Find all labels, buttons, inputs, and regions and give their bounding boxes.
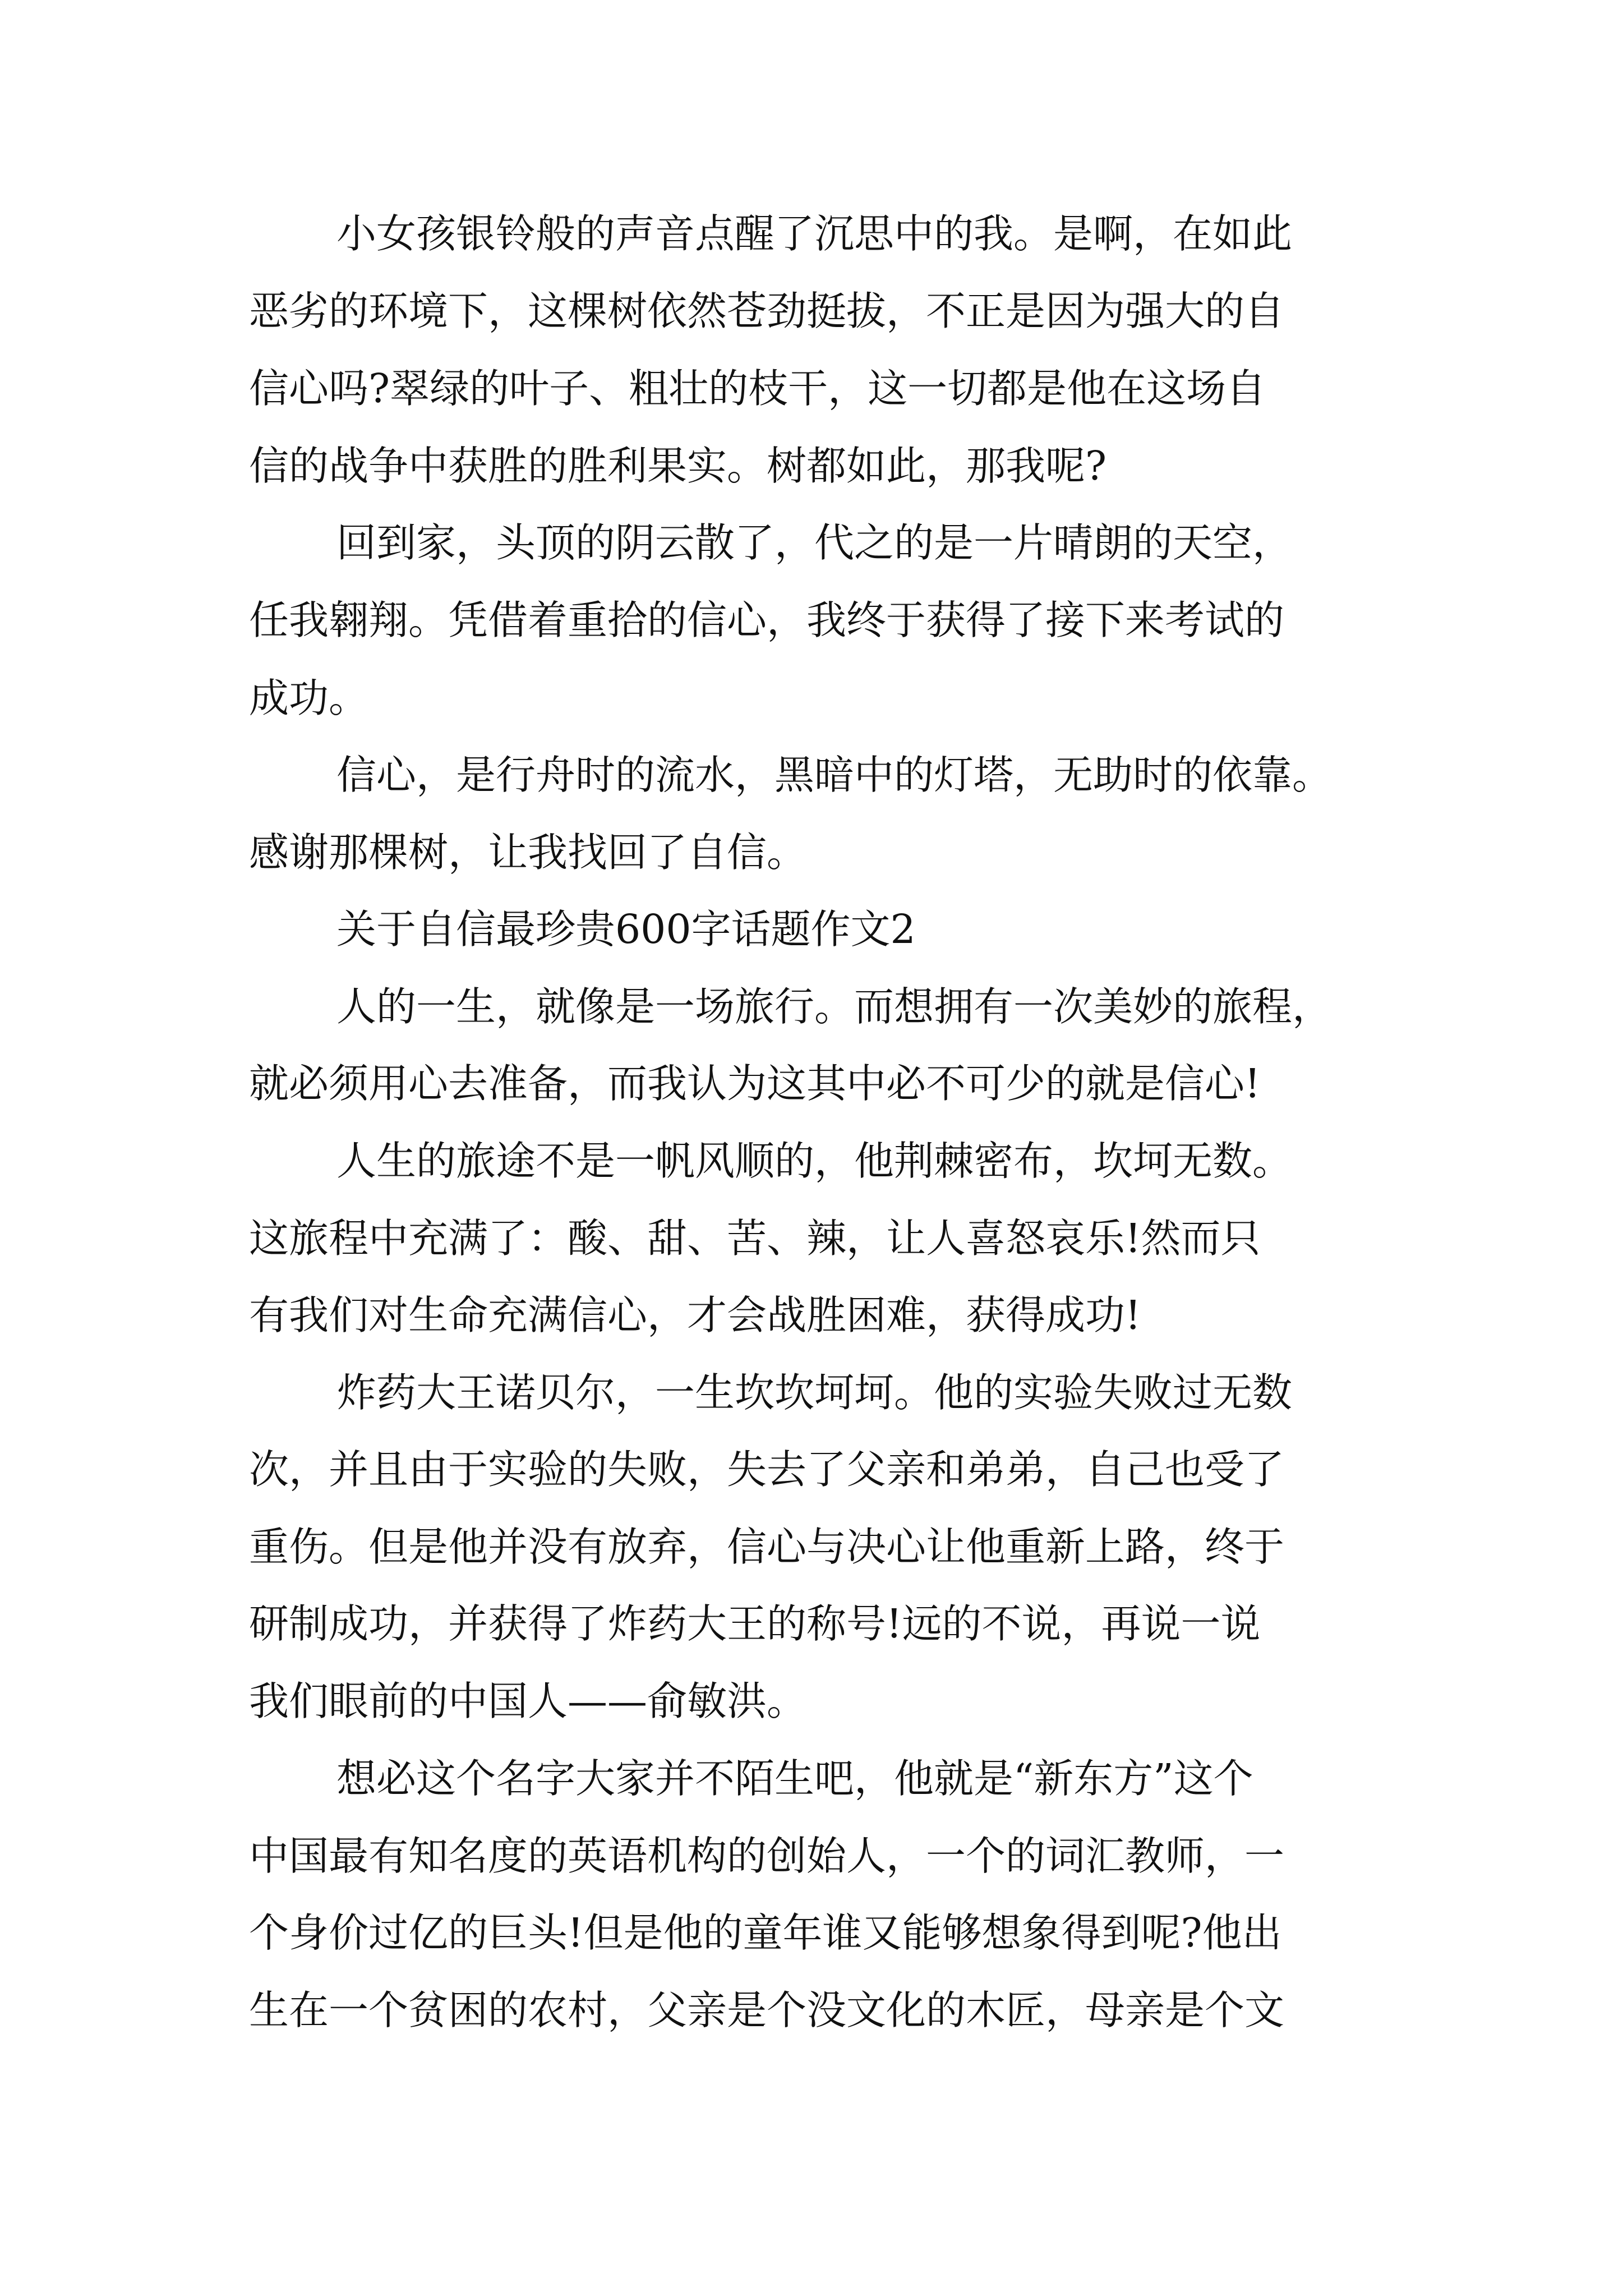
text-line: 研制成功，并获得了炸药大王的称号!远的不说，再说一说	[249, 1600, 1261, 1647]
text-line: 信心吗?翠绿的叶子、粗壮的枝干，这一切都是他在这场自	[249, 365, 1266, 412]
text-line: 回到家，头顶的阴云散了，代之的是一片晴朗的天空，	[336, 519, 1293, 566]
text-line: 成功。	[249, 675, 369, 721]
section-heading: 关于自信最珍贵600字话题作文2	[336, 906, 916, 953]
text-line: 就必须用心去准备，而我认为这其中必不可少的就是信心!	[249, 1060, 1261, 1107]
text-line: 生在一个贫困的农村，父亲是个没文化的木匠，母亲是个文	[249, 1987, 1285, 2033]
text-line: 小女孩银铃般的声音点醒了沉思中的我。是啊，在如此	[336, 210, 1293, 257]
text-line: 这旅程中充满了：酸、甜、苦、辣，让人喜怒哀乐!然而只	[249, 1215, 1261, 1262]
text-line: 个身价过亿的巨头!但是他的童年谁又能够想象得到呢?他出	[249, 1910, 1282, 1956]
text-line: 任我翱翔。凭借着重拾的信心，我终于获得了接下来考试的	[249, 597, 1285, 643]
text-line: 信心，是行舟时的流水，黑暗中的灯塔，无助时的依靠。	[336, 752, 1332, 798]
text-line: 感谢那棵树，让我找回了自信。	[249, 829, 807, 876]
text-line: 信的战争中获胜的胜利果实。树都如此，那我呢?	[249, 443, 1107, 489]
text-line: 次，并且由于实验的失败，失去了父亲和弟弟，自己也受了	[249, 1446, 1285, 1493]
text-line: 恶劣的环境下，这棵树依然苍劲挺拔，不正是因为强大的自	[249, 288, 1285, 334]
text-line: 我们眼前的中国人——俞敏洪。	[249, 1678, 807, 1724]
text-line: 炸药大王诺贝尔，一生坎坎坷坷。他的实验失败过无数	[336, 1369, 1293, 1416]
text-line: 重伤。但是他并没有放弃，信心与决心让他重新上路，终于	[249, 1524, 1285, 1570]
text-line: 中国最有知名度的英语机构的创始人，一个的词汇教师，一	[249, 1833, 1285, 1879]
text-line: 人的一生，就像是一场旅行。而想拥有一次美妙的旅程，	[336, 983, 1332, 1030]
text-line: 有我们对生命充满信心，才会战胜困难，获得成功!	[249, 1292, 1141, 1338]
text-line: 人生的旅途不是一帆风顺的，他荆棘密布，坎坷无数。	[336, 1138, 1293, 1184]
text-line: 想必这个名字大家并不陌生吧，他就是“新东方”这个	[336, 1755, 1253, 1802]
